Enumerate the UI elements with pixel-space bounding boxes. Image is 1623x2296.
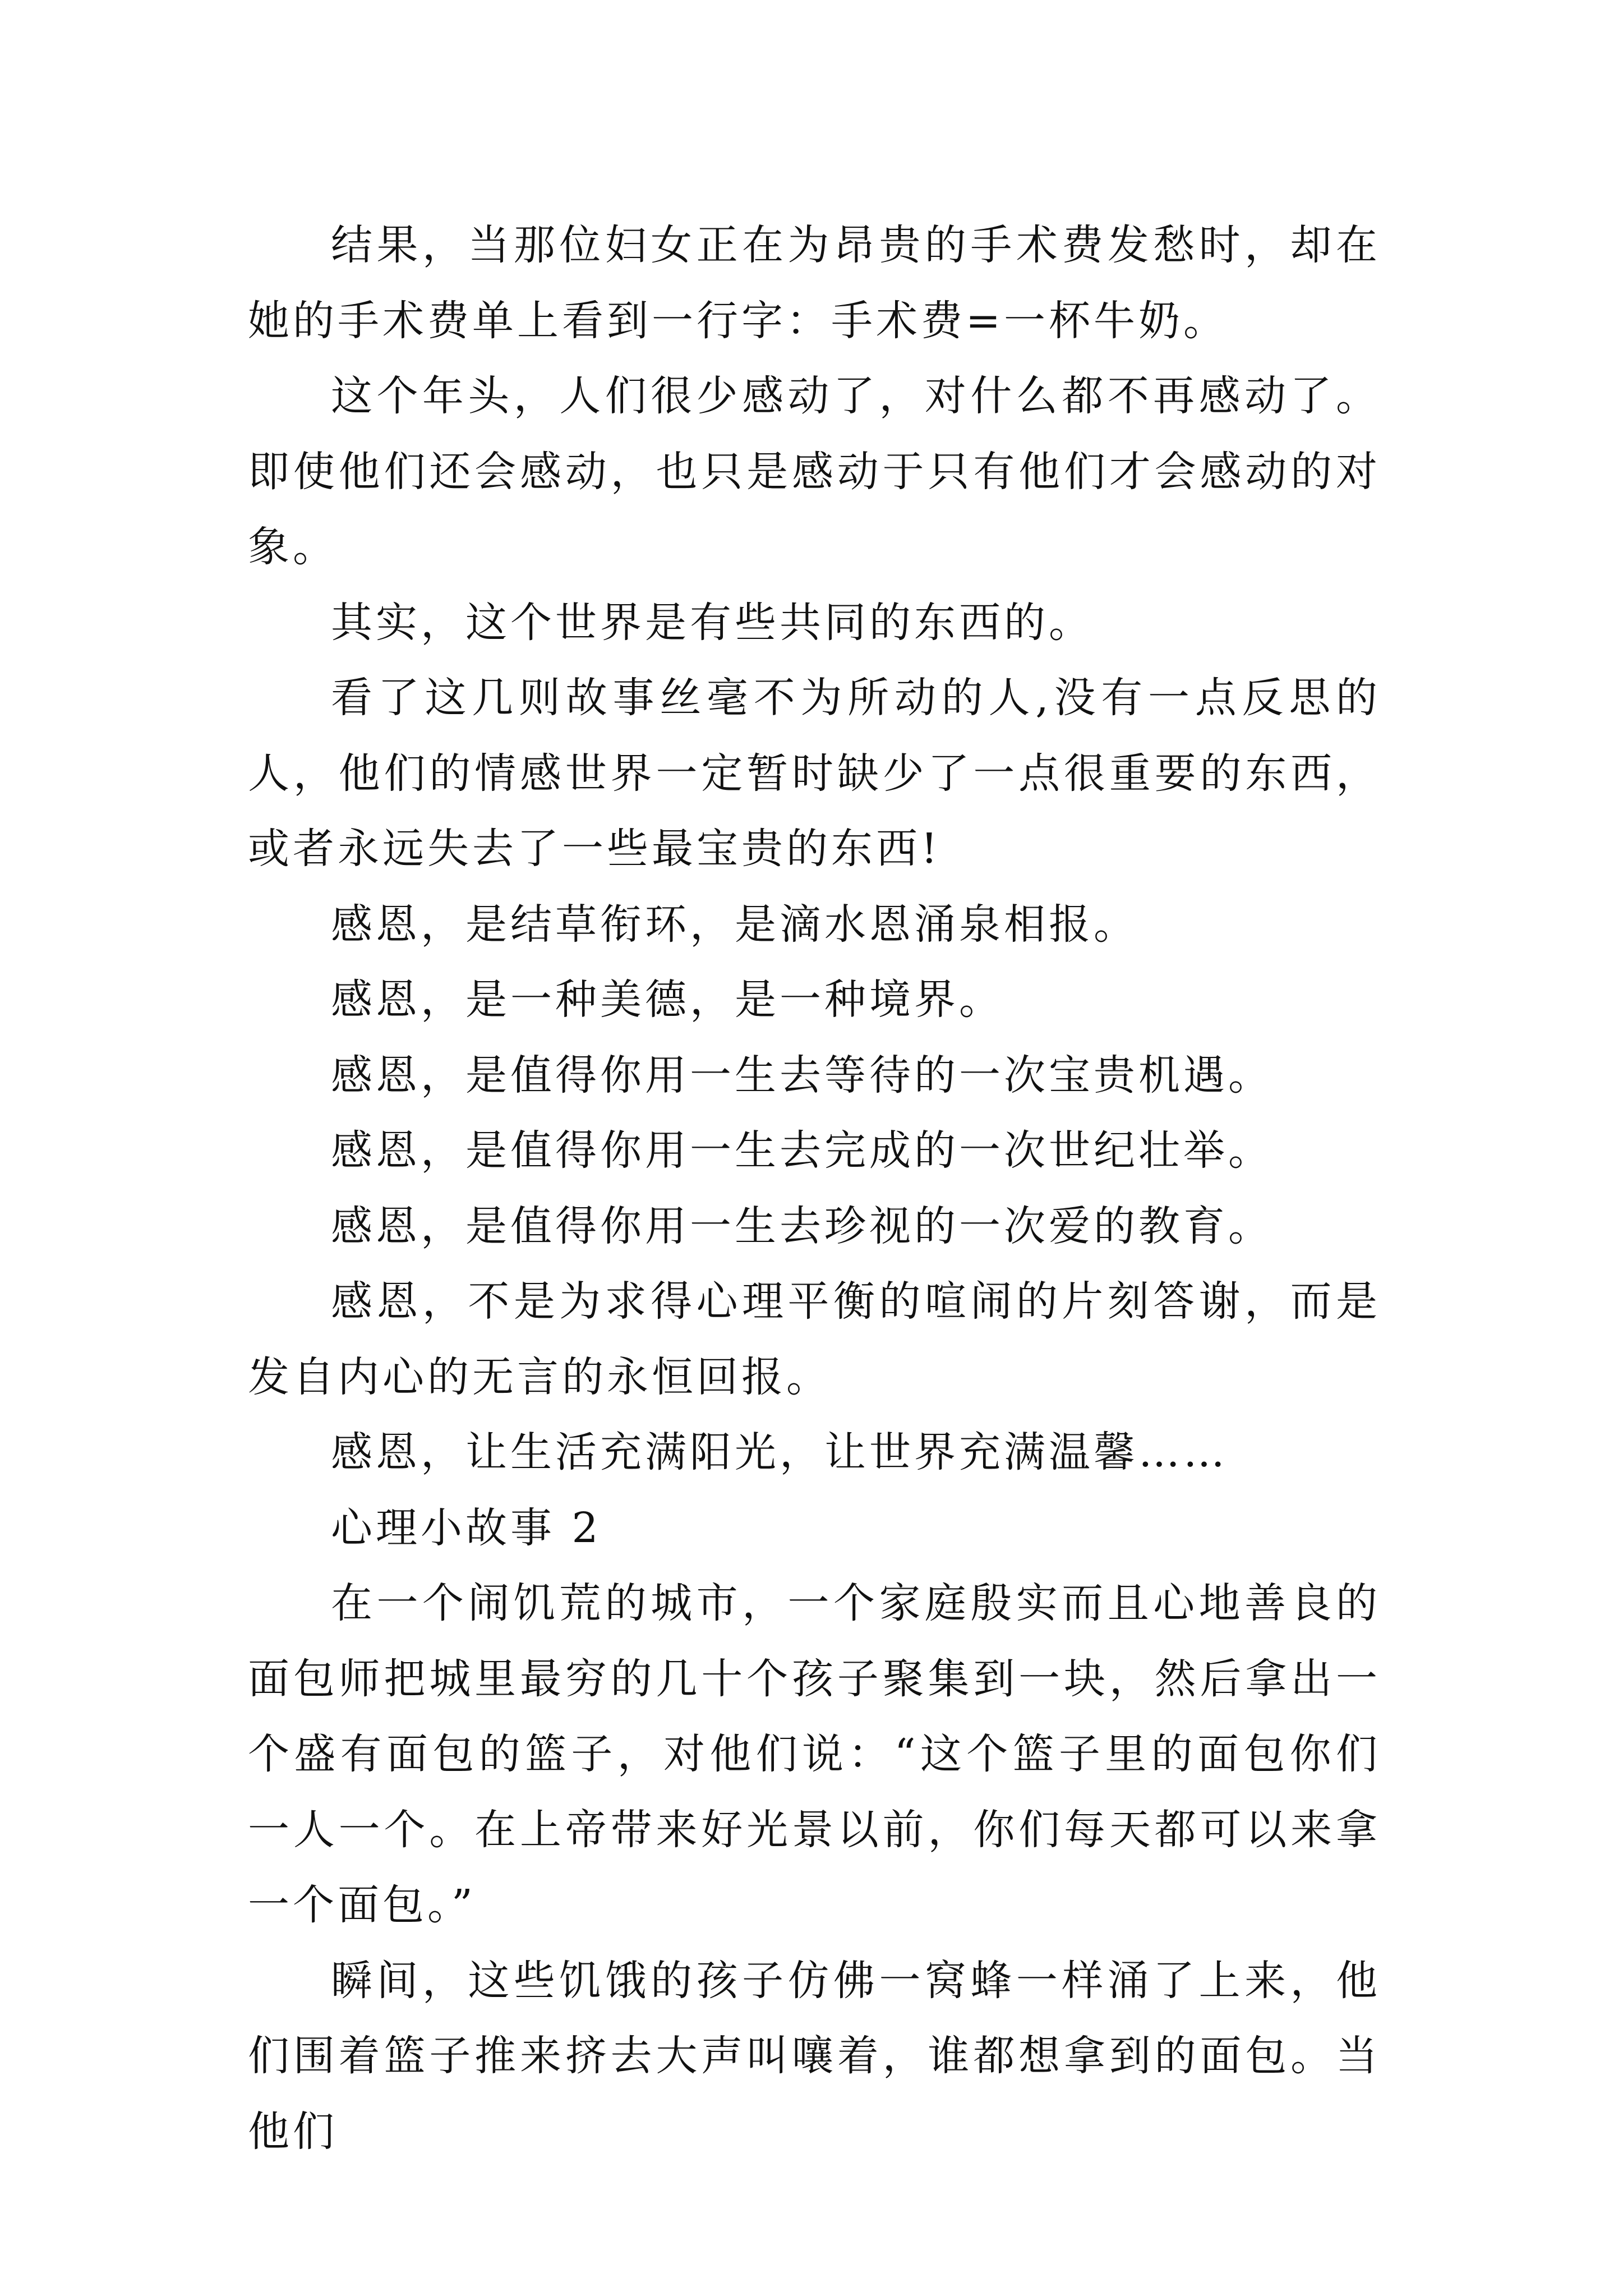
paragraph-7: 感恩，是值得你用一生去等待的一次宝贵机遇。 (331, 1051, 1273, 1099)
paragraph-1: 结果，当那位妇女正在为昂贵的手术费发愁时，却在她的手术费单上看到一行字：手术费=一杯牛奶。 (248, 221, 1381, 345)
paragraph-8: 感恩，是值得你用一生去完成的一次世纪壮举。 (331, 1126, 1273, 1175)
paragraph-5: 感恩，是结草衔环，是滴水恩涌泉相报。 (331, 900, 1138, 949)
paragraph-11: 感恩，让生活充满阳光，让世界充满温馨…… (331, 1428, 1228, 1476)
paragraph-6: 感恩，是一种美德，是一种境界。 (331, 976, 1004, 1024)
paragraph-10: 感恩，不是为求得心理平衡的喧闹的片刻答谢，而是发自内心的无言的永恒回报。 (248, 1277, 1381, 1401)
section-heading: 心理小故事 2 (331, 1503, 602, 1552)
paragraph-3: 其实，这个世界是有些共同的东西的。 (331, 598, 1094, 647)
paragraph-4: 看了这几则故事丝毫不为所动的人,没有一点反思的人，他们的情感世界一定暂时缺少了一点很重要的东西，或者永远失去了一些最宝贵的东西! (248, 674, 1381, 873)
story-paragraph-2: 瞬间，这些饥饿的孩子仿佛一窝蜂一样涌了上来，他们围着篮子推来挤去大声叫嚷着，谁都想拿到的面包。当他们 (248, 1956, 1381, 2156)
body-text (248, 208, 1381, 2169)
story-paragraph-1: 在一个闹饥荒的城市，一个家庭殷实而且心地善良的面包师把城里最穷的几十个孩子聚集到一块，然后拿出一个盛有面包的篮子，对他们说：“这个篮子里的面包你们一人一个。在上帝带来好光景以前，你们每天都可以来拿一个面包。” (248, 1579, 1381, 1929)
paragraph-2: 这个年头，人们很少感动了，对什么都不再感动了。即使他们还会感动，也只是感动于只有他们才会感动的对象。 (248, 372, 1381, 571)
paragraph-9: 感恩，是值得你用一生去珍视的一次爱的教育。 (331, 1202, 1273, 1250)
